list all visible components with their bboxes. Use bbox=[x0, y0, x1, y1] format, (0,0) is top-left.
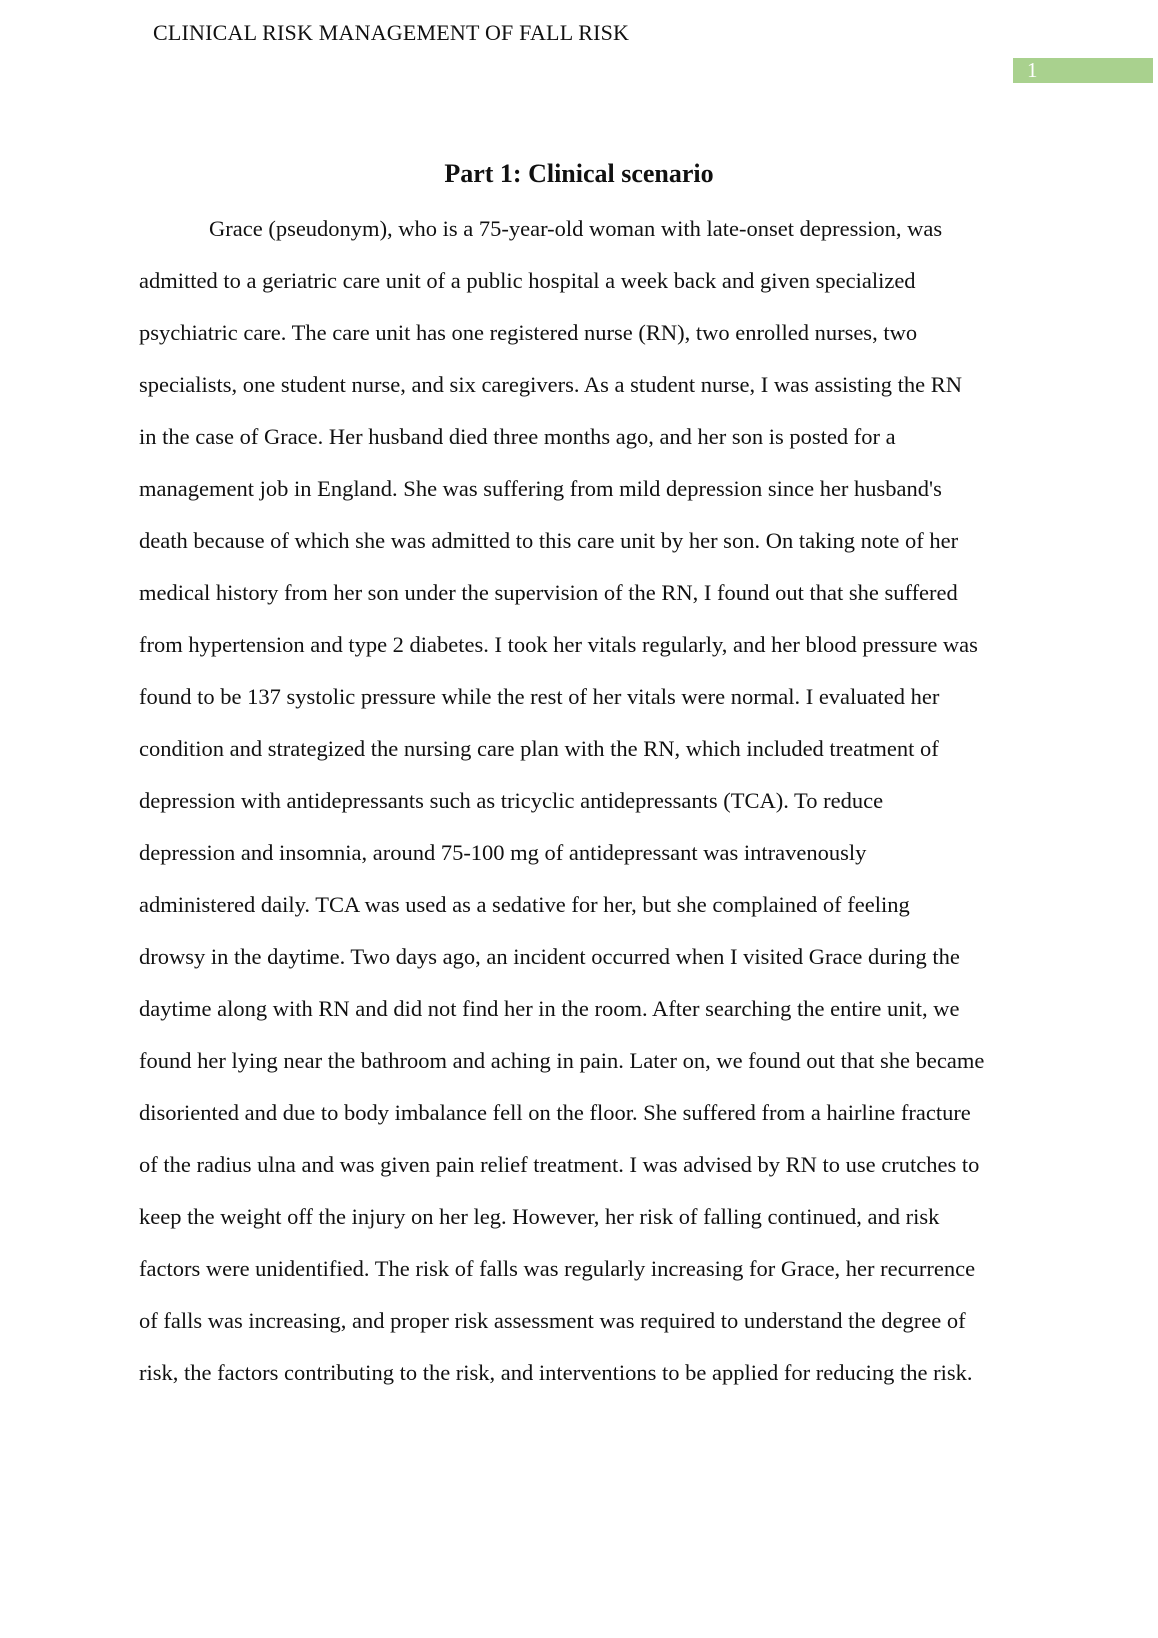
paragraph-line: of the radius ulna and was given pain relief treatment. I was advised by RN to use crutches to bbox=[139, 1152, 980, 1177]
paragraph-line: found to be 137 systolic pressure while the rest of her vitals were normal. I evaluated her bbox=[139, 684, 940, 709]
section-heading: Part 1: Clinical scenario bbox=[444, 159, 714, 188]
paragraph-line: keep the weight off the injury on her leg. However, her risk of falling continued, and risk bbox=[139, 1204, 940, 1229]
paragraph-line: psychiatric care. The care unit has one registered nurse (RN), two enrolled nurses, two bbox=[139, 320, 918, 345]
paragraph-line: risk, the factors contributing to the risk, and interventions to be applied for reducing the risk. bbox=[139, 1360, 973, 1385]
paragraph-line: medical history from her son under the supervision of the RN, I found out that she suffered bbox=[139, 580, 958, 605]
paragraph-line: admitted to a geriatric care unit of a public hospital a week back and given specialized bbox=[139, 268, 916, 293]
paragraph-line: disoriented and due to body imbalance fell on the floor. She suffered from a hairline fracture bbox=[139, 1100, 971, 1125]
paragraph-line: condition and strategized the nursing care plan with the RN, which included treatment of bbox=[139, 736, 939, 761]
paragraph-line: administered daily. TCA was used as a sedative for her, but she complained of feeling bbox=[139, 892, 910, 917]
page-number: 1 bbox=[1027, 58, 1038, 82]
paragraph-line: found her lying near the bathroom and aching in pain. Later on, we found out that she became bbox=[139, 1048, 985, 1073]
running-head-title: CLINICAL RISK MANAGEMENT OF FALL RISK bbox=[153, 20, 630, 45]
paragraph-line: from hypertension and type 2 diabetes. I took her vitals regularly, and her blood pressure was bbox=[139, 632, 978, 657]
paragraph-line: drowsy in the daytime. Two days ago, an incident occurred when I visited Grace during the bbox=[139, 944, 960, 969]
paragraph-line: of falls was increasing, and proper risk assessment was required to understand the degree of bbox=[139, 1308, 966, 1333]
paragraph-line: depression with antidepressants such as tricyclic antidepressants (TCA). To reduce bbox=[139, 788, 884, 813]
paragraph-line: death because of which she was admitted to this care unit by her son. On taking note of her bbox=[139, 528, 959, 553]
paragraph-line: daytime along with RN and did not find her in the room. After searching the entire unit, we bbox=[139, 996, 960, 1021]
paragraph-line: specialists, one student nurse, and six caregivers. As a student nurse, I was assisting the RN bbox=[139, 372, 962, 397]
paragraph-line: management job in England. She was suffering from mild depression since her husband's bbox=[139, 476, 942, 501]
paragraph-line: in the case of Grace. Her husband died three months ago, and her son is posted for a bbox=[139, 424, 896, 449]
paragraph-line: depression and insomnia, around 75-100 mg of antidepressant was intravenously bbox=[139, 840, 867, 865]
paragraph-line: Grace (pseudonym), who is a 75-year-old woman with late-onset depression, was bbox=[209, 216, 943, 241]
paragraph-line: factors were unidentified. The risk of falls was regularly increasing for Grace, her recurrence bbox=[139, 1256, 976, 1281]
